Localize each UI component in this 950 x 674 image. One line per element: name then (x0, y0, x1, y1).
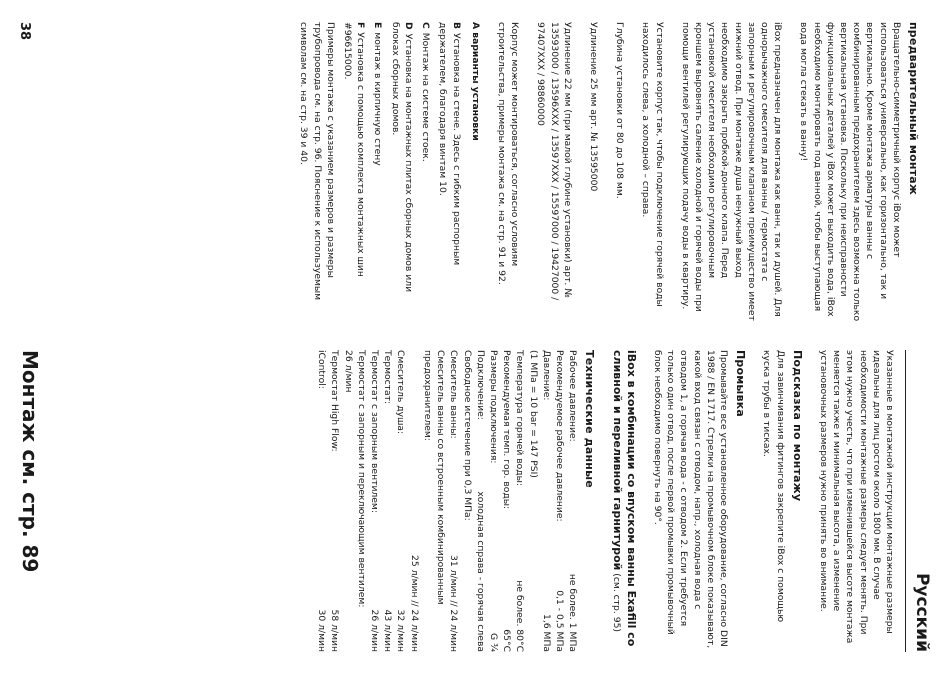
spec-label: Термостат с запорным и переключающим вентилем: (355, 350, 367, 608)
option-text: Установка на монтажных плитах сборных домов или блоках сборных домов. (389, 22, 414, 293)
paragraph: Примеры монтажа с указанием размеров и размеры трубопровода см. на стр. 96. Пояснение к используемым символам см. на стр. 39 и 40. (298, 22, 336, 301)
option-letter: D (402, 22, 414, 30)
spec-label: Термостат High Flow: (329, 350, 341, 452)
spec-row (315, 350, 328, 652)
option-item (436, 22, 462, 322)
install-options (341, 22, 482, 322)
option-text: Установка на стене. Здесь с гибким распорным держателем, благодаря винтам 10. (437, 22, 462, 266)
spec-value (421, 644, 447, 652)
paragraph: Для завинчивания фитингов закрепите iBox с помощью куска трубы в тисках. (761, 350, 786, 623)
spec-row (408, 350, 421, 652)
option-item (371, 22, 384, 322)
spec-value (341, 644, 354, 652)
spec-value: 26 л/мин (369, 609, 381, 652)
spec-value: 31 л/мин // 24 л/мин (448, 554, 460, 652)
section-title-tip: Подсказка по монтажу (790, 350, 804, 502)
exafill-ref: (см. стр. 95) (610, 573, 622, 633)
paragraph: Установите корпус так, чтобы подключение горячей воды находилось слева, а холодной – справа. (640, 22, 665, 307)
option-letter: C (420, 22, 432, 29)
spec-label: Рабочее давление: (567, 350, 579, 442)
spec-label: Подключение: (474, 350, 486, 420)
spec-row (526, 350, 539, 652)
spec-value: 32 л/мин (395, 609, 407, 652)
spec-row (460, 350, 473, 652)
spec-row (341, 350, 354, 652)
spec-row (500, 350, 513, 652)
spec-value (355, 644, 368, 652)
spec-row (474, 350, 487, 652)
paragraph: Удлинение 22 мм (при малой глубине установки) арт. № 13593000 / 13596XXX / 13597XXX / 15597000 / 19427000 / 97407XXX / 98860000 (535, 22, 573, 301)
spec-label: Термостат с запорным вентилем: (369, 350, 381, 513)
spec-label: Давление: (540, 350, 552, 401)
header-rule (905, 350, 906, 652)
paragraph: Корпус может монтироваться, согласно условиям строительства, примеры монтажа см. на стр. 91 и 92. (495, 22, 521, 285)
section-title-flushing: Промывка (734, 350, 748, 418)
spec-value: не более. 80°С (514, 580, 526, 652)
spec-row (394, 350, 407, 652)
spec-row (368, 350, 381, 652)
spec-label: Смеситель ванны: (448, 350, 460, 439)
spec-value: 58 л/мин (329, 609, 341, 652)
option-letter: E (372, 22, 384, 29)
section-title-preinstall: предварительный монтаж (907, 22, 920, 196)
spec-label: Рекомендуемая темп. гор. воды: (501, 350, 513, 510)
spec-row (487, 350, 500, 652)
spec-label: (1 МПа = 10 bar = 147 PSI) (527, 350, 539, 478)
spec-row (553, 350, 566, 652)
option-text: монтаж в кирпичную стену (372, 32, 384, 166)
spec-row (447, 350, 460, 652)
spec-row (513, 350, 526, 652)
right-column (315, 350, 896, 652)
spec-row (381, 350, 394, 652)
options-heading: А варианты установки (469, 22, 481, 141)
exafill-note (609, 350, 637, 652)
spec-value: холодная справа - горячая слева (474, 491, 486, 652)
language-title: Русский (912, 572, 932, 652)
option-text: Монтаж на системе стоек. (420, 32, 432, 162)
page-number: 38 (17, 22, 32, 41)
spec-row (540, 350, 553, 652)
spec-value: 0,1 - 0,5 МПа (553, 590, 565, 652)
option-item (419, 22, 432, 322)
spec-label: Температура горячей воды: (514, 350, 526, 487)
spec-value: 65°С (501, 629, 513, 652)
spec-row (328, 350, 341, 652)
spec-label: Термостат: (382, 350, 394, 405)
spec-label: Смеситель ванны со встроенным комбинированным предохранителем: (421, 350, 447, 605)
spec-value: G ¾ (487, 633, 499, 652)
spec-label: Свободное истечение при 0,3 МПа: (461, 350, 473, 521)
spec-row (355, 350, 368, 652)
paragraph: Указанные в монтажной инструкции монтажные размеры идеальны для лиц ростом около 1800 мм. В случае необходимости монтажные размеры следует менять. При этом нужно учесть, что при изменившейся высоте монтажа меняется также и минимальная высота, а изменение установочных размеров нужно принять во внимание. (817, 350, 895, 644)
spec-label: Размеры подключения: (487, 350, 499, 464)
paragraph: Промывайте все установленное оборудование, согласно DIN 1988 / EN 1717. Стрелки на промывочном блоке показывают, какой вход связан с отводом, напр., холодная вода с отводом 1, а горячая вода - с отводом 2. Если требуется только один отвод, после первой промывки промывочный блок необходимо повернуть на 90°. (651, 350, 729, 649)
option-item (389, 22, 415, 322)
spec-label: Рекомендуемое рабочее давление: (553, 350, 565, 522)
spec-label: 26 л/мин (342, 350, 354, 393)
option-letter: B (450, 22, 462, 30)
spec-value: 43 л/мин (382, 609, 394, 652)
paragraph: Вращательно-симметричный корпус iBox может использоваться универсально, как горизонтально, так и вертикально. Кроме монтажа арматуры ванны с комбинированным предохранителем здесь возможна только вертикальная установка. Поскольку при неисправности функциональных деталей у iBox может выходить вода, iBox необходимо монтировать под ванной, чтобы выступающая вода могла стекать в ванну! (798, 22, 902, 322)
option-text: Установка с помощью комплекта монтажных шин #96615000. (342, 22, 367, 277)
spec-value: 1,6 МПа (540, 614, 552, 652)
section-title-techdata: Технические данные (583, 350, 597, 488)
paragraph: Глубина установки от 80 до 108 мм. (614, 22, 626, 199)
spec-value: не более. 1 МПа (567, 573, 579, 652)
spec-row (421, 350, 447, 652)
page-footer-caption: Монтаж см. стр. 89 (18, 350, 42, 573)
paragraph: iBox предназначен для монтажа как ванн, так и душей. Для однорычажного смесителя для ванны / термостата с запорным и регулировочным клапаном преимущество имеет нижний отвод. При монтаже душа ненужный выход необходимо закрыть пробкой-донного клапа. Перед установкой смесителя необходимо регулировочным кроншем выровнять саление холодной и горячей воды при помощи вентилей регулирующих подачу воды в квартиру. (679, 22, 784, 321)
spec-value (526, 644, 539, 652)
option-letter: F (355, 22, 367, 29)
spec-label: Смеситель душа: (395, 350, 407, 435)
left-column (284, 22, 920, 322)
spec-value: 25 л/мин // 24 л/мин (408, 554, 420, 652)
spec-label: iControl: (316, 350, 328, 389)
spec-row (566, 350, 579, 652)
option-item (341, 22, 367, 322)
paragraph: Удлинение 25 мм арт. № 13595000 (587, 22, 599, 192)
spec-value: 30 л/мин (316, 609, 328, 652)
section-title-exafill: iBox в комбинации со впуском ванны Exafill со сливной и переливной гарнитурой (610, 350, 638, 647)
spec-value (460, 644, 473, 652)
spec-table (315, 350, 579, 652)
